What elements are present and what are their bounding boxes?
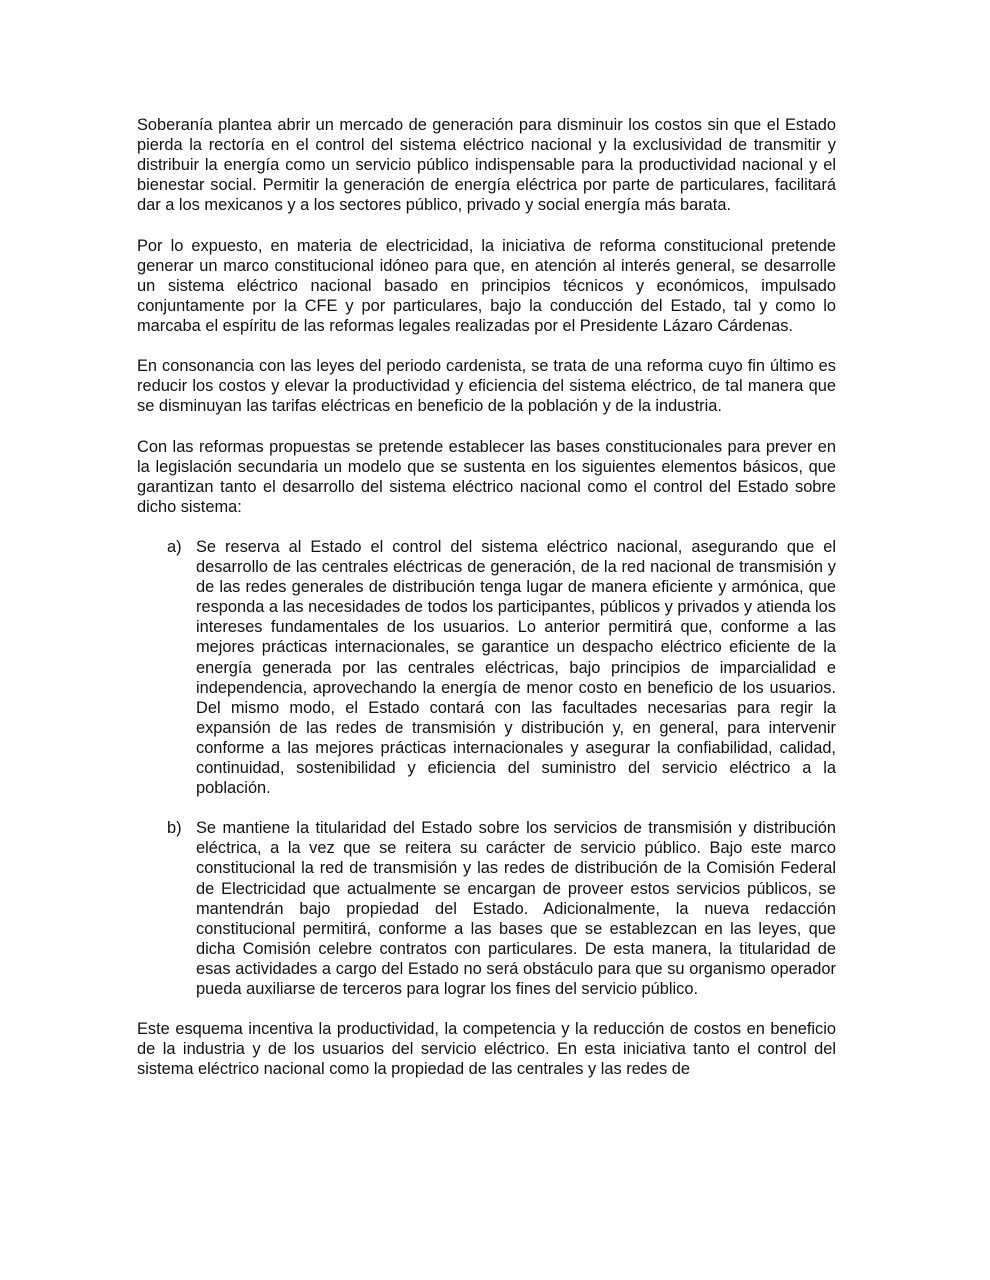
elements-list bbox=[137, 537, 836, 999]
list-marker: b) bbox=[167, 819, 182, 838]
document-page bbox=[137, 115, 836, 1100]
list-marker: a) bbox=[167, 537, 182, 556]
paragraph-por-lo-expuesto: Por lo expuesto, en materia de electricidad, la iniciativa de reforma constitucional pretende generar un marco constitucional idóneo para que, en atención al interés general, se desarrolle un sistema eléctrico nacional basado en principios técnicos y económicos, impulsado conjuntamente por la CFE y por particulares, bajo la conducción del Estado, tal y como lo marcaba el espíritu de las reformas legales realizadas por el Presidente Lázaro Cárdenas. bbox=[137, 236, 836, 335]
list-item-text: Se mantiene la titularidad del Estado sobre los servicios de transmisión y distribución eléctrica, a la vez que se reitera su carácter de servicio público. Bajo este marco constitucional la red de transmisión y las redes de distribución de la Comisión Federal de Electricidad que actualmente se encargan de proveer estos servicios públicos, se mantendrán bajo propiedad del Estado. Adicionalmente, la nueva redacción constitucional permitirá, conforme a las bases que se establezcan en las leyes, que dicha Comisión celebre contratos con particulares. De esta manera, la titularidad de esas actividades a cargo del Estado no será obstáculo para que su organismo operador pueda auxiliarse de terceros para lograr los fines del servicio público. bbox=[196, 819, 836, 999]
paragraph-soberania: Soberanía plantea abrir un mercado de generación para disminuir los costos sin que el Estado pierda la rectoría en el control del sistema eléctrico nacional y la exclusividad de transmitir y distribuir la energía como un servicio público indispensable para la productividad nacional y el bienestar social. Permitir la generación de energía eléctrica por parte de particulares, facilitará dar a los mexicanos y a los sectores público, privado y social energía más barata. bbox=[137, 116, 836, 215]
paragraph-este-esquema: Este esquema incentiva la productividad, la competencia y la reducción de costos en beneficio de la industria y de los usuarios del servicio eléctrico. En esta iniciativa tanto el control del sistema eléctrico nacional como la propiedad de las centrales y las redes de bbox=[137, 1020, 836, 1079]
list-item bbox=[137, 537, 836, 798]
list-item-text: Se reserva al Estado el control del sistema eléctrico nacional, asegurando que el desarrollo de las centrales eléctricas de generación, de la red nacional de transmisión y de las redes generales de distribución tenga lugar de manera eficiente y armónica, que responda a las necesidades de todos los participantes, públicos y privados y atienda los intereses fundamentales de los usuarios. Lo anterior permitirá que, conforme a las mejores prácticas internacionales, se garantice un despacho eléctrico eficiente de la energía generada por las centrales eléctricas, bajo principios de imparcialidad e independencia, aprovechando la energía de menor costo en beneficio de los usuarios. Del mismo modo, el Estado contará con las facultades necesarias para regir la expansión de las redes de transmisión y distribución y, en general, para intervenir conforme a las mejores prácticas internacionales y asegurar la confiabilidad, calidad, continuidad, sostenibilidad y eficiencia del suministro del servicio eléctrico a la población. bbox=[196, 537, 836, 798]
paragraph-en-consonancia: En consonancia con las leyes del periodo cardenista, se trata de una reforma cuyo fin último es reducir los costos y elevar la productividad y eficiencia del sistema eléctrico, de tal manera que se disminuyan las tarifas eléctricas en beneficio de la población y de la industria. bbox=[137, 357, 836, 416]
list-item bbox=[137, 818, 836, 999]
paragraph-con-las-reformas: Con las reformas propuestas se pretende establecer las bases constitucionales para prever en la legislación secundaria un modelo que se sustenta en los siguientes elementos básicos, que garantizan tanto el desarrollo del sistema eléctrico nacional como el control del Estado sobre dicho sistema: bbox=[137, 437, 836, 516]
